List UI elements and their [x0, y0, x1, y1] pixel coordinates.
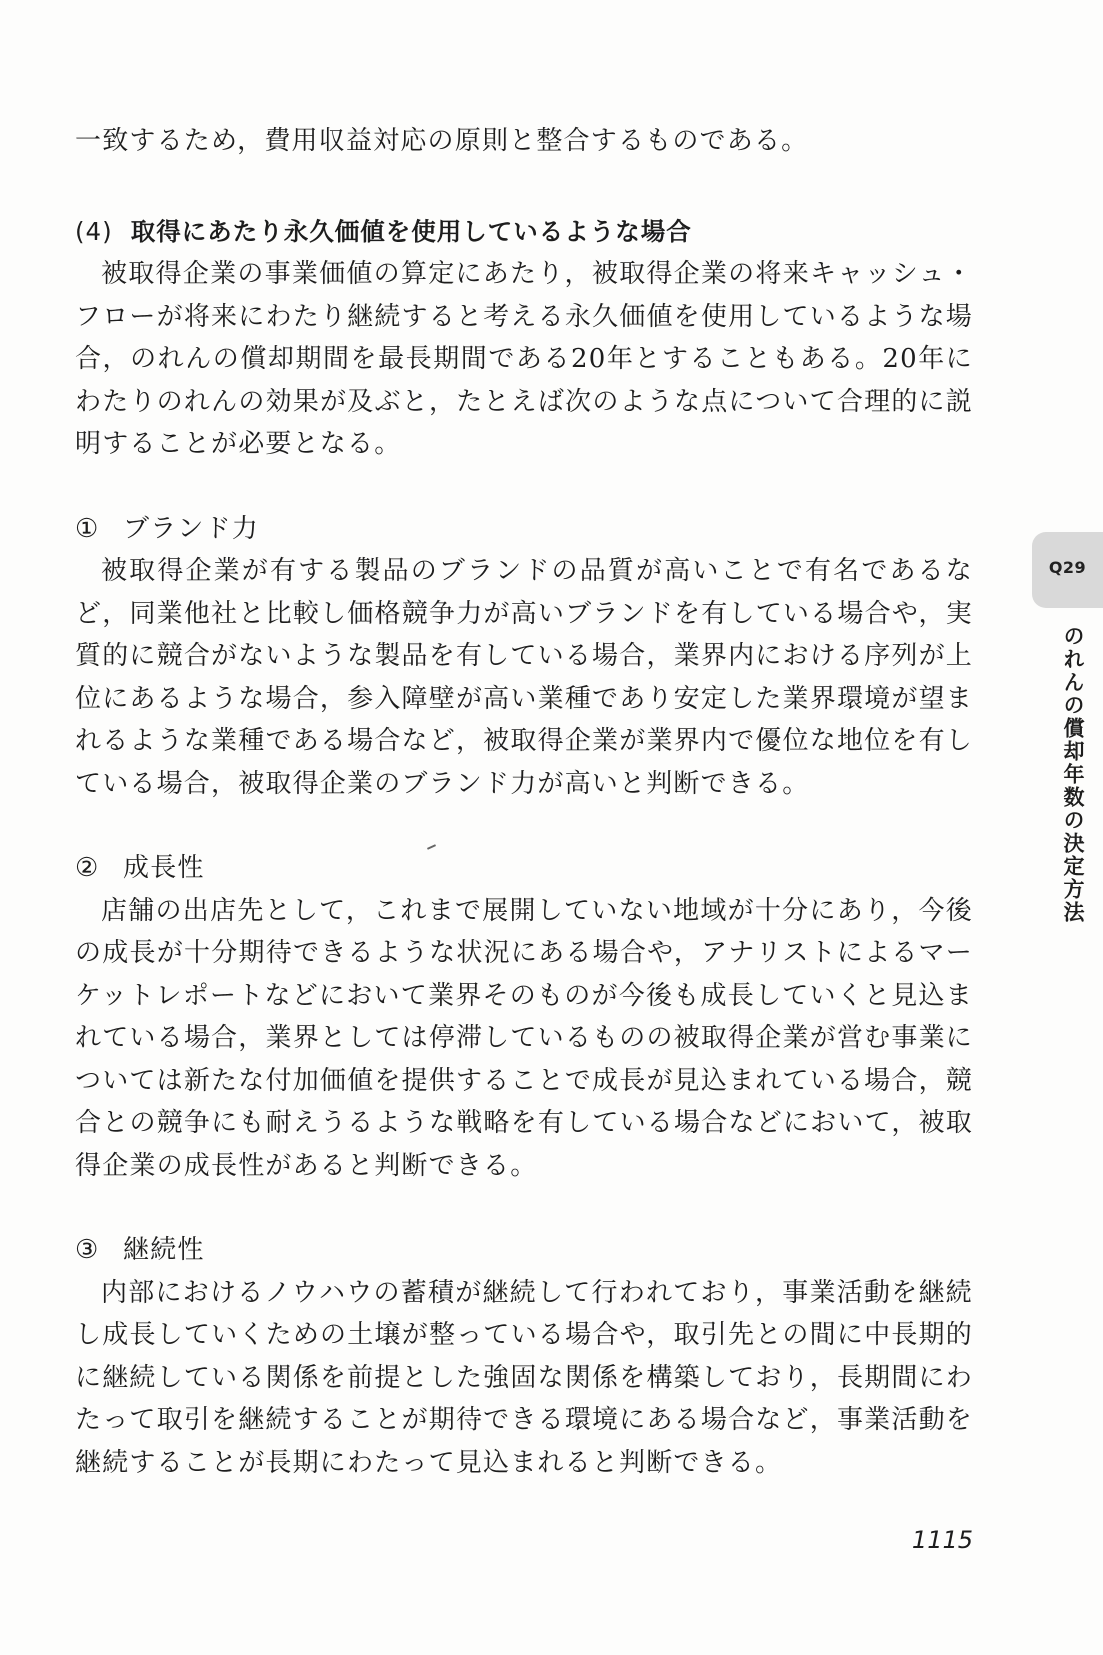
- item-paragraph-growth: 店舗の出店先として，これまで展開していない地域が十分にあり，今後の成長が十分期待できるような状況にある場合や，アナリストによるマーケットレポートなどにおいて業界そのものが今後も成長していくと見込まれている場合，業界としては停滞しているものの被取得企業が営む事業については新たな付加価値を提供することで成長が見込まれている場合，競合との競争にも耐えうるような戦略を有している場合などにおいて，被取得企業の成長性があると判断できる。: [75, 895, 973, 1181]
- item-heading-brand: [75, 508, 973, 551]
- item-paragraph-continuity: 内部におけるノウハウの蓄積が継続して行われており，事業活動を継続し成長していくための土壌が整っている場合や，取引先との間に中長期的に継続している関係を前提とした強固な関係を構築しており，長期間にわたって取引を継続することが期待できる環境にある場合など，事業活動を継続することが長期にわたって見込まれると判断できる。: [75, 1277, 973, 1478]
- page-number: 1115: [911, 1526, 973, 1554]
- item-heading-continuity: [75, 1229, 973, 1272]
- item-paragraph-brand: 被取得企業が有する製品のブランドの品質が高いことで有名であるなど，同業他社と比較し価格競争力が高いブランドを有している場合や，実質的に競合がないような製品を有している場合，業界内における序列が上位にあるような場合，参入障壁が高い業種であり安定した業界環境が望まれるような業種である場合など，被取得企業が業界内で優位な地位を有している場合，被取得企業のブランド力が高いと判断できる。: [75, 556, 973, 799]
- chapter-side-title: のれんの償却年数の決定方法: [1061, 625, 1085, 924]
- item-title: 継続性: [123, 1235, 205, 1265]
- section-number: (4): [75, 216, 113, 246]
- opening-line: 一致するため，費用収益対応の原則と整合するものである。: [75, 126, 809, 156]
- item-mark: ③: [75, 1235, 100, 1265]
- item-mark: ①: [75, 513, 100, 544]
- text-column: [75, 120, 973, 1484]
- item-heading-growth: [75, 847, 973, 890]
- section-title: 取得にあたり永久価値を使用しているような場合: [130, 216, 692, 246]
- item-mark: ②: [75, 853, 100, 883]
- chapter-tab-label: Q29: [1048, 558, 1087, 577]
- section-heading: [75, 211, 973, 254]
- item-title: 成長性: [123, 853, 205, 883]
- chapter-tab: [1032, 532, 1103, 608]
- item-title: ブランド力: [123, 513, 260, 544]
- section-paragraph: 被取得企業の事業価値の算定にあたり，被取得企業の将来キャッシュ・フローが将来にわたり継続すると考える永久価値を使用しているような場合，のれんの償却期間を最長期間である20年とすることもある。20年にわたりのれんの効果が及ぶと，たとえば次のような点について合理的に説明することが必要となる。: [75, 259, 973, 459]
